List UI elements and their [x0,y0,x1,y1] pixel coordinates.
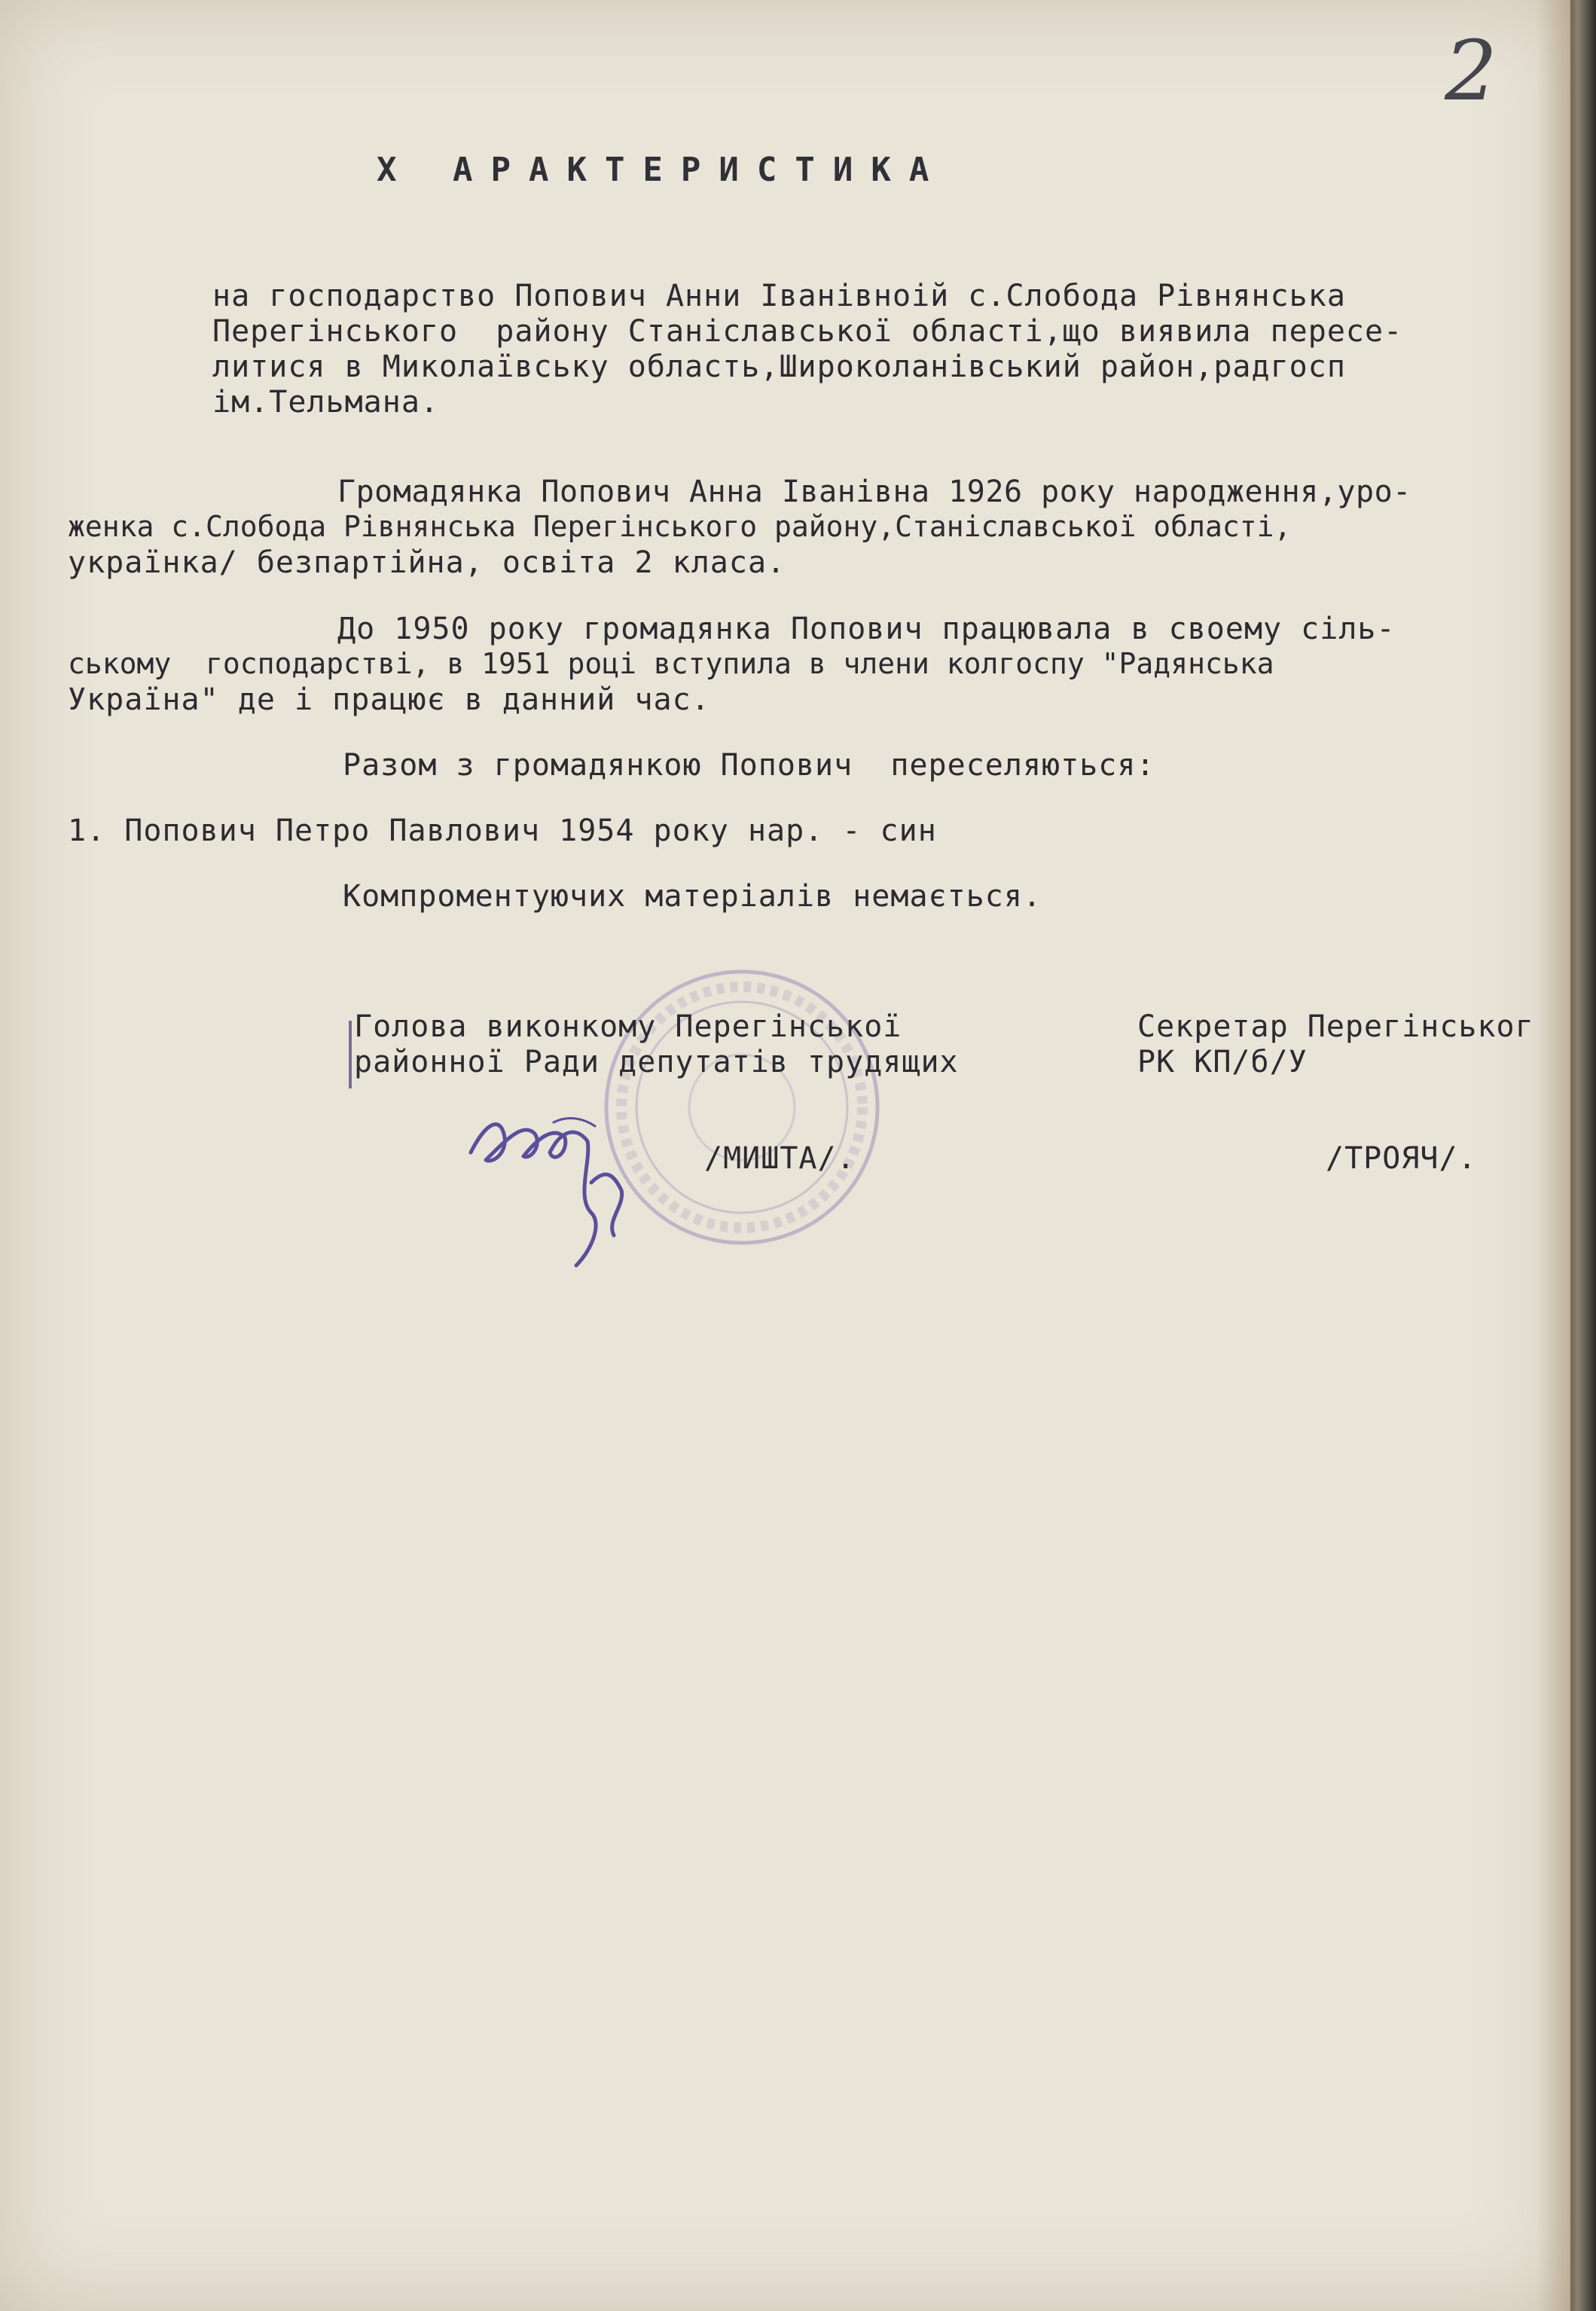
family-member-line: 1. Попович Петро Павлович 1954 року нар. - син [68,814,937,848]
handwritten-signature [463,1092,689,1273]
right-signatory-title-line-2: РК КП/б/У [1137,1045,1308,1079]
margin-bracket-mark [349,1021,352,1088]
intro-line-3: литися в Миколаївську область,Широколанівський район,радгосп [212,350,1346,384]
document-title: Х АРАКТЕРИСТИКА [377,151,948,189]
paragraph1-line-3: українка/ безпартійна, освіта 2 класа. [68,545,786,580]
binding-edge [1570,0,1596,2311]
right-signatory-title-line-1: Секретар Перегінськог [1137,1009,1534,1044]
right-signatory-name: /ТРОЯЧ/. [1326,1141,1477,1176]
paragraph1-line-2: женка с.Слобода Рівнянська Перегінського району,Станіславської області, [68,510,1292,543]
relocating-heading: Разом з громадянкою Попович переселяються: [343,748,1155,783]
intro-line-4: ім.Тельмана. [212,385,439,420]
paragraph2-line-1: До 1950 року громадянка Попович працювала в своему сіль- [337,612,1396,646]
paragraph2-line-3: Україна" де і працює в данний час. [68,682,710,717]
page-number: 2 [1445,23,1497,119]
paragraph1-line-1: Громадянка Попович Анна Іванівна 1926 року народження,уро- [337,475,1411,509]
left-signatory-name: /МИШТА/. [704,1141,856,1176]
intro-line-2: Перегінського району Станіславської області,що виявила пересе- [212,314,1403,349]
intro-line-1: на господарство Попович Анни Іванівноій с.Слобода Рівнянська [212,279,1346,313]
left-signatory-title-line-1: Голова виконкому Перегінської [354,1009,902,1044]
paper-edge-stain [1536,0,1570,2311]
paragraph2-line-2: ському господарстві, в 1951 році вступила в члени колгоспу "Радянська [68,647,1274,680]
left-signatory-title-line-2: районної Ради депутатів трудящих [354,1045,959,1079]
compromising-materials-line: Компроментуючих матеріалів немається. [343,879,1042,914]
